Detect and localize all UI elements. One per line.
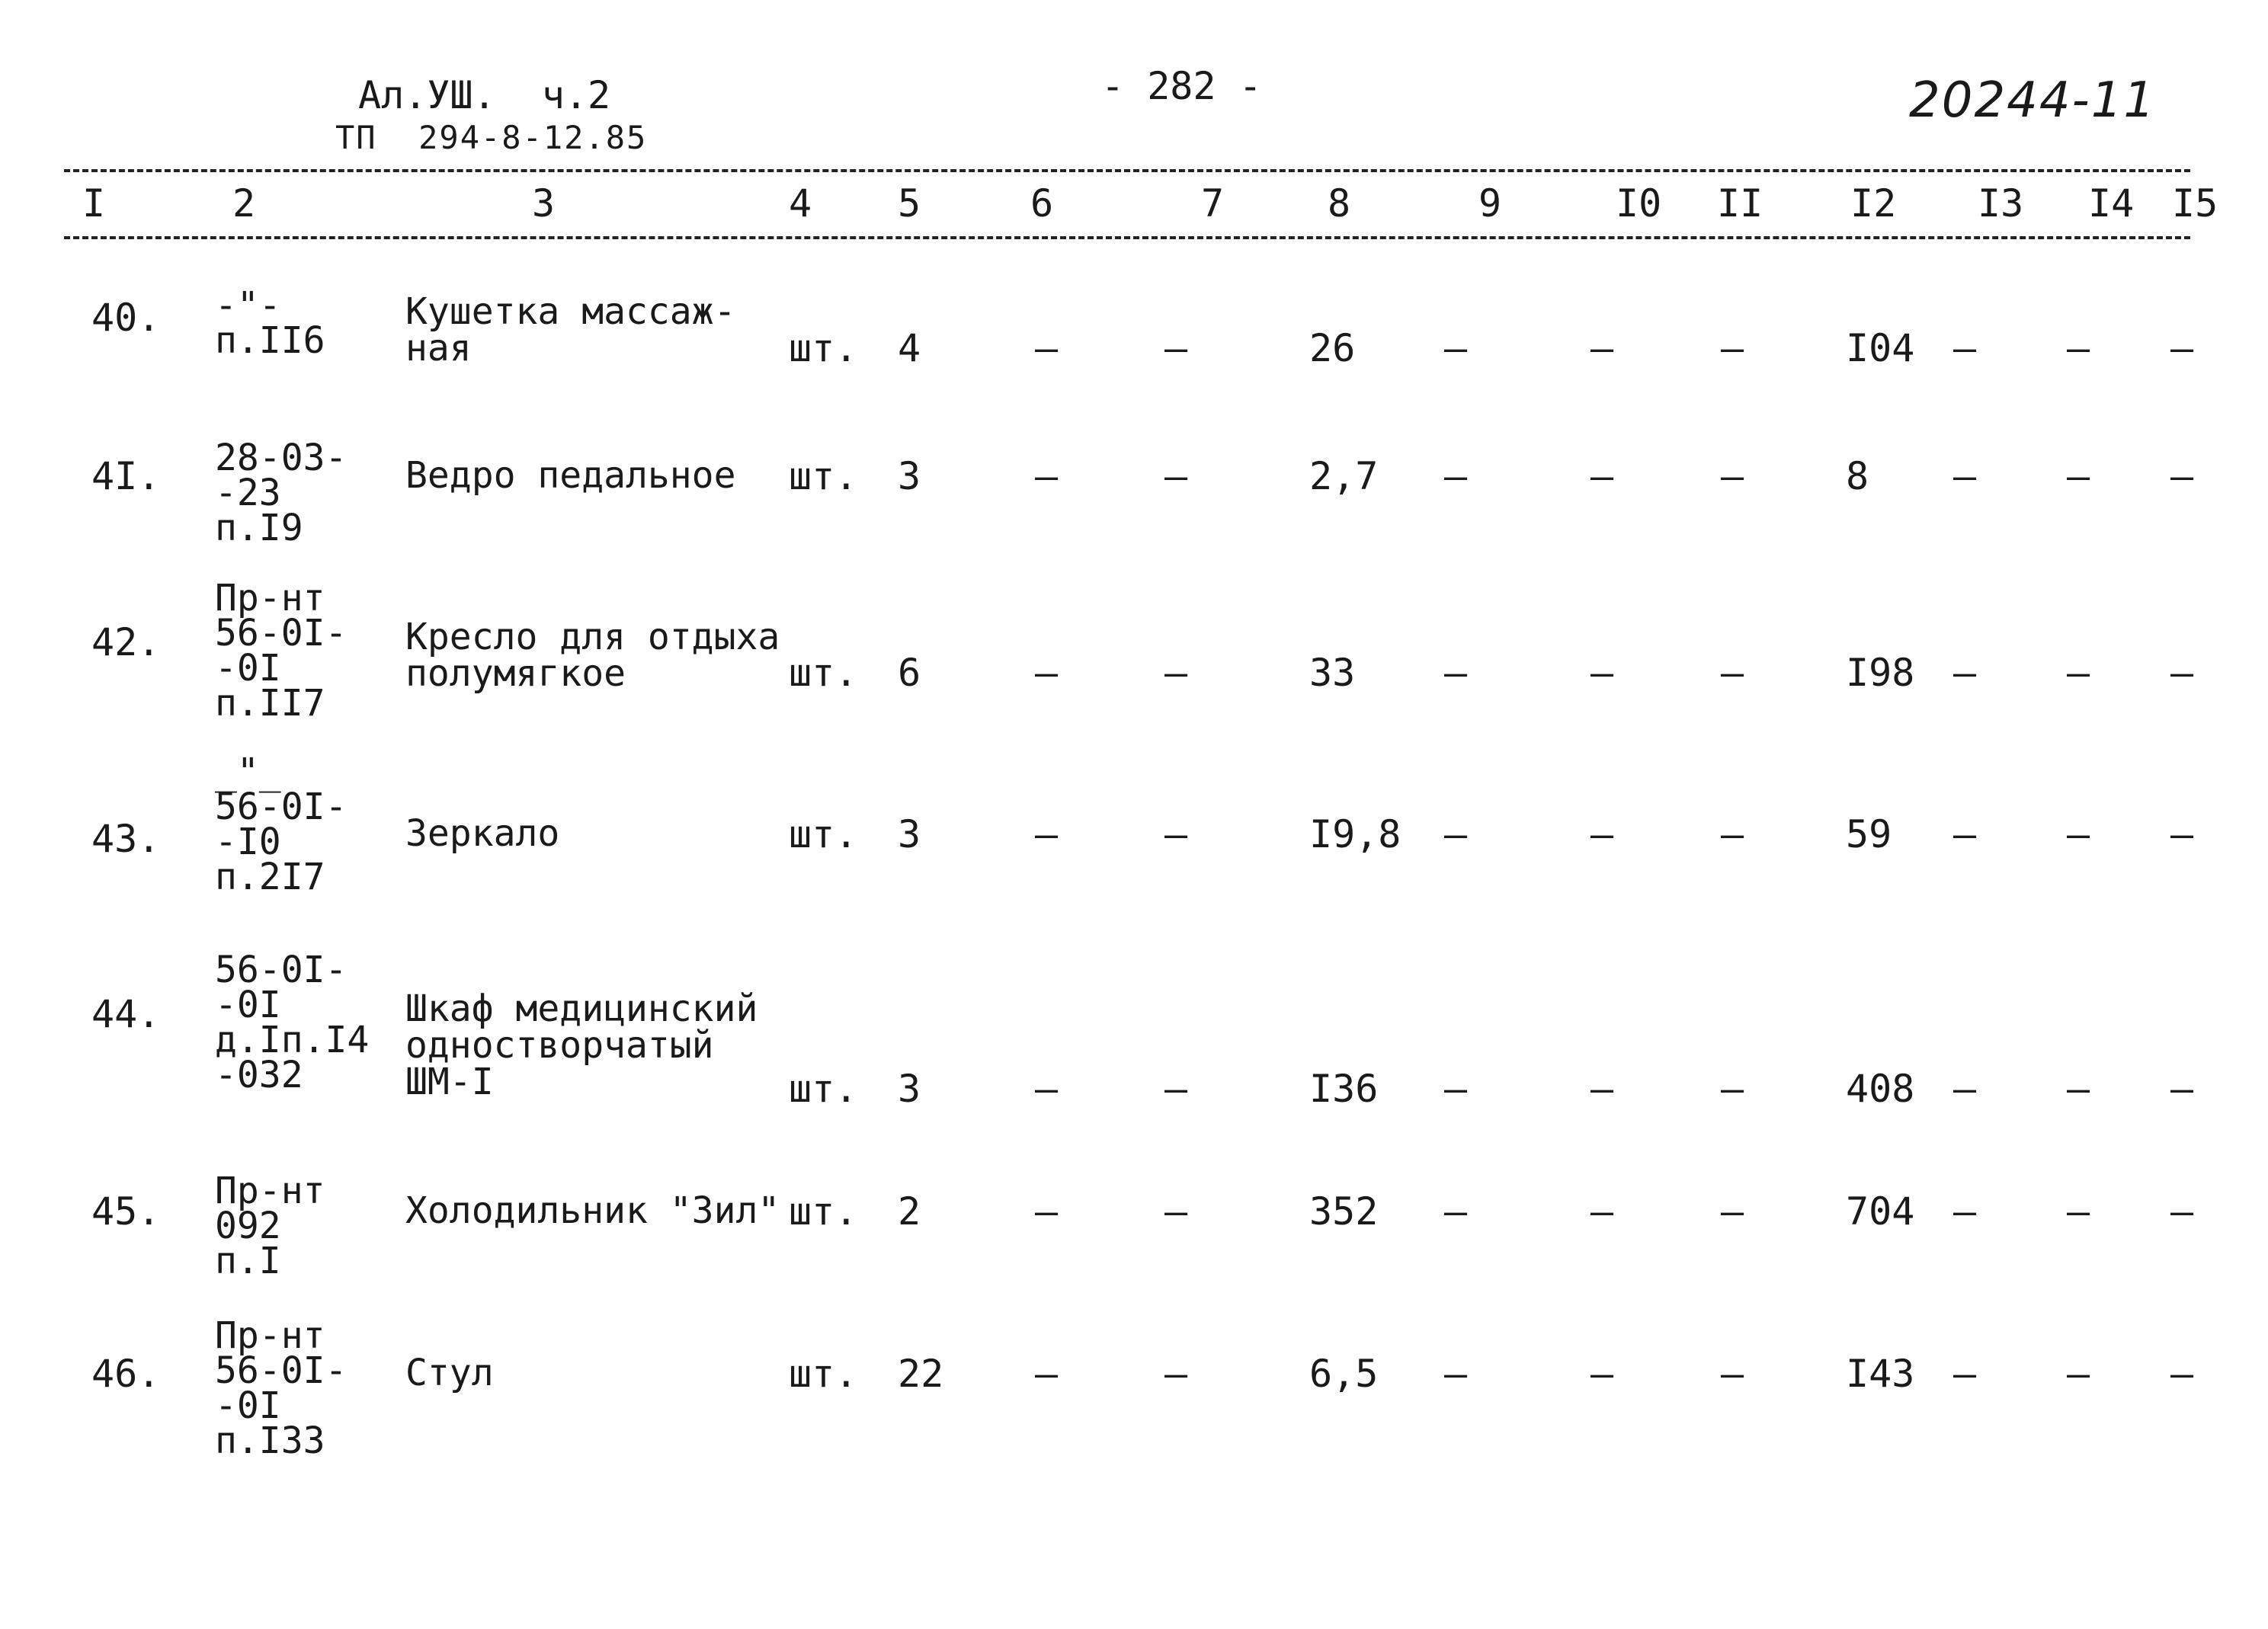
- row-cell-c10: –: [1590, 651, 1614, 695]
- row-cell-c9: –: [1444, 651, 1468, 695]
- row-cell-qty: 3: [898, 1067, 921, 1111]
- row-number: 46.: [91, 1352, 161, 1396]
- row-cell-c12: 8: [1846, 454, 1869, 498]
- row-cell-c9: –: [1444, 812, 1468, 856]
- row-cell-c11: –: [1721, 651, 1744, 695]
- column-number-12: I2: [1850, 181, 1897, 226]
- row-cell-c10: –: [1590, 454, 1614, 498]
- row-number: 44.: [91, 992, 161, 1036]
- row-cell-qty: 3: [898, 812, 921, 856]
- row-cell-c6: –: [1035, 326, 1059, 370]
- row-cell-c12: I43: [1846, 1352, 1915, 1396]
- row-item-name: Кресло для отдыха полумягкое: [405, 616, 780, 695]
- column-number-8: 8: [1328, 181, 1351, 226]
- row-cell-c11: –: [1721, 326, 1744, 370]
- row-cell-unit: шт.: [789, 1189, 858, 1234]
- row-cell-c12: I04: [1846, 326, 1915, 370]
- row-item-name: Кушетка массаж- ная: [405, 290, 736, 370]
- row-cell-c6: –: [1035, 651, 1059, 695]
- column-number-9: 9: [1478, 181, 1502, 226]
- row-cell-c13: –: [1953, 454, 1977, 498]
- row-cell-c15: –: [2170, 1067, 2194, 1111]
- row-cell-c11: –: [1721, 454, 1744, 498]
- row-cell-c9: –: [1444, 1067, 1468, 1111]
- row-cell-unit: шт.: [789, 1067, 858, 1111]
- row-cell-c11: –: [1721, 1352, 1744, 1396]
- row-item-name: Холодильник "Зил": [405, 1189, 780, 1232]
- row-item-name: Стул: [405, 1352, 494, 1394]
- column-number-4: 4: [789, 181, 812, 226]
- row-cell-c10: –: [1590, 326, 1614, 370]
- document-designation: Ал.УШ. ч.2: [358, 73, 611, 117]
- row-number: 40.: [91, 296, 161, 340]
- row-cell-qty: 6: [898, 651, 921, 695]
- row-cell-c11: –: [1721, 1067, 1744, 1111]
- row-cell-qty: 3: [898, 454, 921, 498]
- row-cell-c13: –: [1953, 1067, 1977, 1111]
- handwritten-number: 20244-11: [1909, 72, 2157, 129]
- row-cell-c11: –: [1721, 812, 1744, 856]
- row-cell-c14: –: [2067, 1189, 2090, 1234]
- row-cell-c15: –: [2170, 651, 2194, 695]
- row-cell-c6: –: [1035, 812, 1059, 856]
- row-cell-c10: –: [1590, 1352, 1614, 1396]
- row-cell-c15: –: [2170, 1189, 2194, 1234]
- row-cell-c12: I98: [1846, 651, 1915, 695]
- row-cell-c6: –: [1035, 1352, 1059, 1396]
- header-rule-bottom: [64, 236, 2190, 239]
- row-cell-c12: 704: [1846, 1189, 1915, 1234]
- row-cell-unit: шт.: [789, 454, 858, 498]
- row-cell-c10: –: [1590, 1067, 1614, 1111]
- row-cell-c10: –: [1590, 812, 1614, 856]
- column-number-13: I3: [1978, 181, 2024, 226]
- row-cell-c7: –: [1164, 326, 1188, 370]
- column-number-2: 2: [232, 181, 256, 226]
- row-cell-c7: –: [1164, 812, 1188, 856]
- column-number-3: 3: [532, 181, 556, 226]
- row-reference-code: Пр-нт 56-0I- -0I п.I33: [215, 1314, 348, 1462]
- row-cell-qty: 4: [898, 326, 921, 370]
- row-cell-c8: 352: [1309, 1189, 1379, 1234]
- column-number-1: I: [82, 181, 106, 226]
- row-cell-c9: –: [1444, 1352, 1468, 1396]
- row-cell-c8: I36: [1309, 1067, 1379, 1111]
- row-cell-c13: –: [1953, 812, 1977, 856]
- row-cell-c7: –: [1164, 1352, 1188, 1396]
- row-cell-c12: 408: [1846, 1067, 1915, 1111]
- row-cell-c14: –: [2067, 1352, 2090, 1396]
- row-cell-c7: –: [1164, 1067, 1188, 1111]
- row-cell-c9: –: [1444, 454, 1468, 498]
- row-number: 42.: [91, 620, 161, 664]
- row-number: 43.: [91, 817, 161, 861]
- row-cell-unit: шт.: [789, 812, 858, 856]
- row-cell-qty: 22: [898, 1352, 944, 1396]
- row-cell-unit: шт.: [789, 651, 858, 695]
- row-reference-code: _"_ 56-0I- -I0 п.2I7: [215, 750, 348, 898]
- row-cell-c8: 2,7: [1309, 454, 1379, 498]
- row-cell-c10: –: [1590, 1189, 1614, 1234]
- row-cell-c8: 26: [1309, 326, 1356, 370]
- row-cell-c13: –: [1953, 651, 1977, 695]
- row-cell-c8: 6,5: [1309, 1352, 1379, 1396]
- row-item-name: Шкаф медицинский одностворчатый ШМ-I: [405, 987, 758, 1103]
- row-cell-c6: –: [1035, 454, 1059, 498]
- row-item-name: Ведро педальное: [405, 454, 736, 497]
- row-cell-c7: –: [1164, 651, 1188, 695]
- row-cell-c6: –: [1035, 1067, 1059, 1111]
- row-cell-c6: –: [1035, 1189, 1059, 1234]
- row-reference-code: 56-0I- -0I д.Iп.I4 -032: [215, 949, 370, 1096]
- row-cell-c15: –: [2170, 812, 2194, 856]
- row-cell-c13: –: [1953, 326, 1977, 370]
- column-number-15: I5: [2172, 181, 2218, 226]
- column-number-6: 6: [1030, 181, 1054, 226]
- row-cell-c11: –: [1721, 1189, 1744, 1234]
- row-reference-code: -"- п.II6: [215, 284, 325, 362]
- header-rule-top: [64, 169, 2190, 172]
- row-cell-c7: –: [1164, 1189, 1188, 1234]
- column-number-5: 5: [898, 181, 921, 226]
- row-cell-c13: –: [1953, 1189, 1977, 1234]
- project-code: ТП 294-8-12.85: [335, 119, 648, 156]
- row-cell-c15: –: [2170, 326, 2194, 370]
- row-cell-c14: –: [2067, 651, 2090, 695]
- row-number: 45.: [91, 1189, 161, 1234]
- row-reference-code: Пр-нт 56-0I- -0I п.II7: [215, 577, 348, 725]
- column-number-11: II: [1717, 181, 1763, 226]
- column-number-10: I0: [1616, 181, 1662, 226]
- row-cell-unit: шт.: [789, 1352, 858, 1396]
- row-cell-unit: шт.: [789, 326, 858, 370]
- row-cell-c7: –: [1164, 454, 1188, 498]
- row-cell-c14: –: [2067, 812, 2090, 856]
- row-number: 4I.: [91, 454, 161, 498]
- row-cell-c14: –: [2067, 1067, 2090, 1111]
- row-cell-qty: 2: [898, 1189, 921, 1234]
- column-number-14: I4: [2088, 181, 2135, 226]
- row-cell-c8: 33: [1309, 651, 1356, 695]
- row-reference-code: Пр-нт 092 п.I: [215, 1170, 325, 1282]
- row-cell-c15: –: [2170, 454, 2194, 498]
- row-cell-c12: 59: [1846, 812, 1892, 856]
- row-cell-c9: –: [1444, 1189, 1468, 1234]
- row-cell-c13: –: [1953, 1352, 1977, 1396]
- row-cell-c15: –: [2170, 1352, 2194, 1396]
- page-number: - 282 -: [1101, 64, 1262, 108]
- row-cell-c14: –: [2067, 326, 2090, 370]
- row-reference-code: 28-03- -23 п.I9: [215, 437, 348, 549]
- row-item-name: Зеркало: [405, 812, 560, 855]
- row-cell-c14: –: [2067, 454, 2090, 498]
- row-cell-c8: I9,8: [1309, 812, 1401, 856]
- column-number-7: 7: [1201, 181, 1225, 226]
- row-cell-c9: –: [1444, 326, 1468, 370]
